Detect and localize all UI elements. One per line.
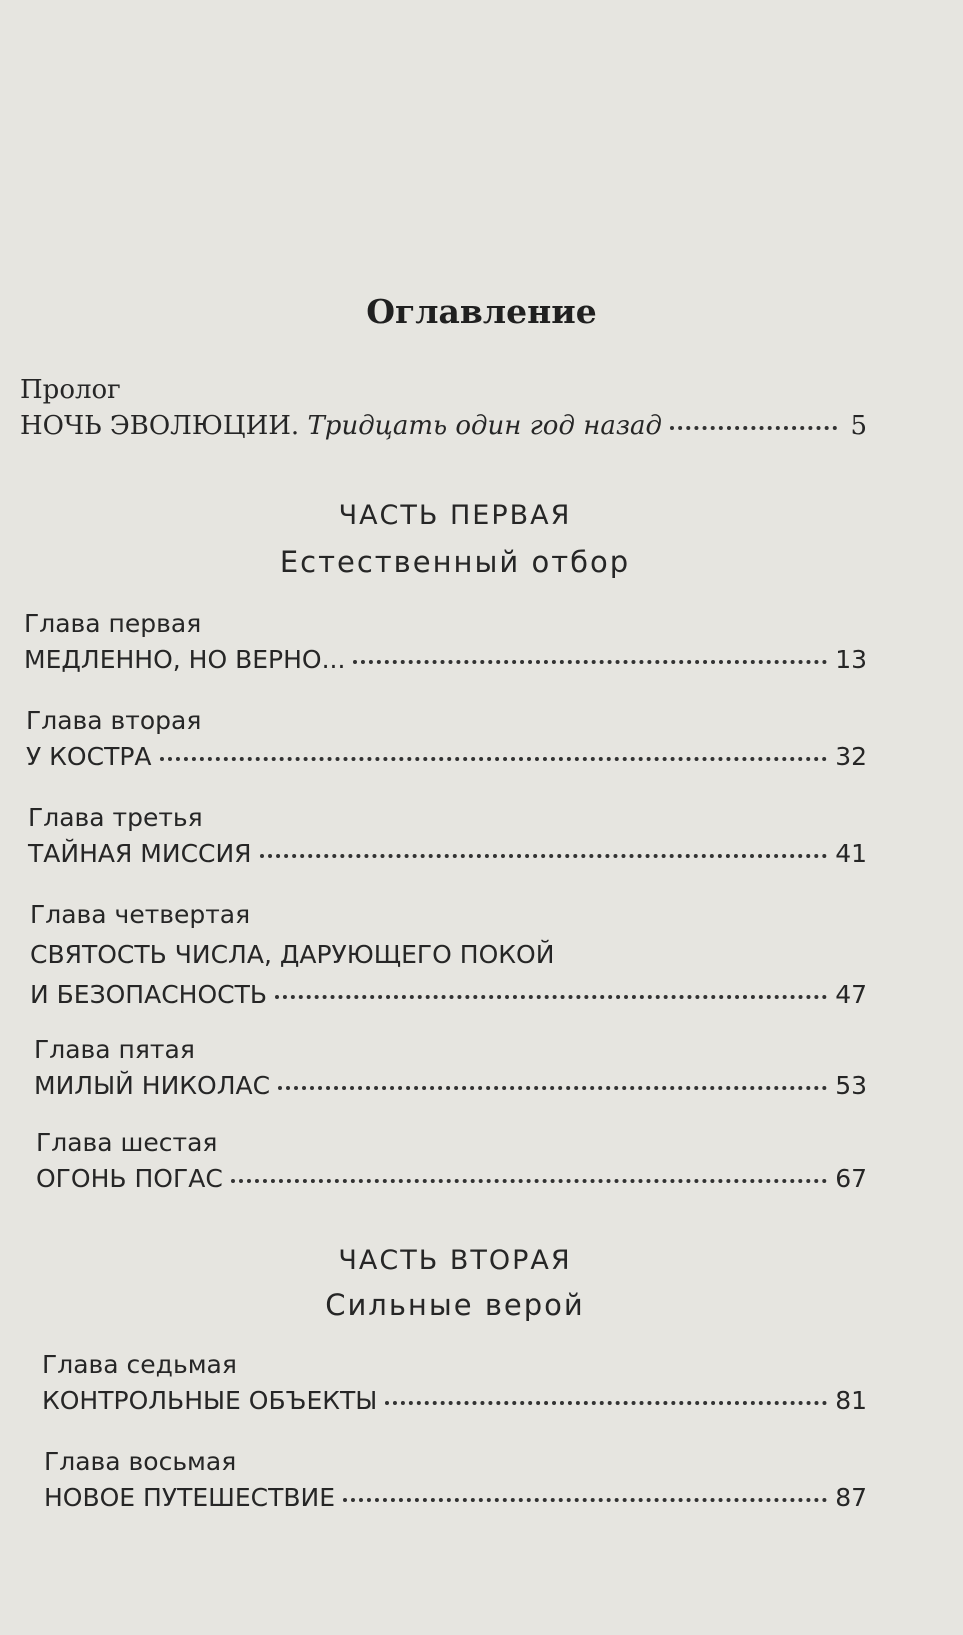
page-number: 32 (835, 742, 867, 771)
page-number: 41 (835, 839, 867, 868)
dot-leader (231, 1179, 827, 1183)
toc-entry[interactable] (28, 800, 867, 872)
dot-leader (670, 426, 837, 430)
page-number: 53 (835, 1071, 867, 1100)
toc-line (26, 739, 867, 775)
chapter-title: МЕДЛЕННО, НО ВЕРНО... (24, 645, 346, 674)
page-number: 67 (835, 1164, 867, 1193)
toc-line (34, 1068, 867, 1104)
toc-entry[interactable] (24, 606, 867, 678)
toc-entry-prologue[interactable] (20, 372, 867, 444)
page-title: Оглавление (366, 292, 597, 331)
chapter-title: ОГОНЬ ПОГАС (36, 1164, 223, 1193)
chapter-label: Глава третья (28, 803, 203, 832)
chapter-label: Глава шестая (36, 1128, 218, 1157)
page-number: 13 (835, 645, 867, 674)
chapter-label: Глава вторая (26, 706, 202, 735)
chapter-title: ТАЙНАЯ МИССИЯ (28, 839, 252, 868)
part-heading (150, 500, 760, 579)
chapter-title: НОВОЕ ПУТЕШЕСТВИЕ (44, 1483, 336, 1512)
toc-entry[interactable] (44, 1444, 867, 1516)
page-number: 87 (835, 1483, 867, 1512)
dot-leader (385, 1401, 827, 1405)
dot-leader (275, 995, 827, 999)
prologue-title-main: НОЧЬ ЭВОЛЮЦИИ. (20, 411, 300, 441)
chapter-label: Глава первая (24, 609, 202, 638)
prologue-title (20, 408, 662, 444)
chapter-label: Глава восьмая (44, 1447, 237, 1476)
part-name: Сильные верой (325, 1288, 585, 1322)
chapter-title: И БЕЗОПАСНОСТЬ (30, 980, 268, 1009)
part-number: ЧАСТЬ ПЕРВАЯ (338, 500, 572, 531)
dot-leader (160, 757, 828, 761)
chapter-label: Глава седьмая (42, 1350, 237, 1379)
part-heading (140, 1245, 770, 1322)
dot-leader (278, 1086, 827, 1090)
dot-leader (343, 1498, 827, 1502)
part-number: ЧАСТЬ ВТОРАЯ (338, 1245, 572, 1276)
chapter-label: Глава четвертая (30, 900, 251, 929)
toc-line (42, 1383, 867, 1419)
dot-leader (260, 854, 828, 858)
toc-line (36, 1161, 867, 1197)
page-number: 81 (835, 1386, 867, 1415)
toc-line (28, 836, 867, 872)
page-number: 5 (850, 411, 867, 441)
page-number: 47 (835, 980, 867, 1009)
chapter-label: Глава пятая (34, 1035, 195, 1064)
toc-entry[interactable] (42, 1347, 867, 1419)
toc-line (20, 408, 867, 444)
toc-entry[interactable] (34, 1032, 867, 1104)
toc-entry[interactable] (26, 703, 867, 775)
toc-line (44, 1480, 867, 1516)
chapter-title: МИЛЫЙ НИКОЛАС (34, 1071, 271, 1100)
toc-entry[interactable] (30, 897, 867, 1013)
dot-leader (353, 660, 827, 664)
toc-line (24, 642, 867, 678)
toc-line (30, 977, 867, 1013)
toc-entry[interactable] (36, 1125, 867, 1197)
prologue-label: Пролог (20, 375, 121, 405)
chapter-title: У КОСТРА (26, 742, 152, 771)
chapter-title-line1: СВЯТОСТЬ ЧИСЛА, ДАРУЮЩЕГО ПОКОЙ (30, 940, 555, 969)
part-name: Естественный отбор (279, 545, 631, 579)
prologue-subtitle: Тридцать один год назад (307, 411, 662, 441)
chapter-title: КОНТРОЛЬНЫЕ ОБЪЕКТЫ (42, 1386, 378, 1415)
